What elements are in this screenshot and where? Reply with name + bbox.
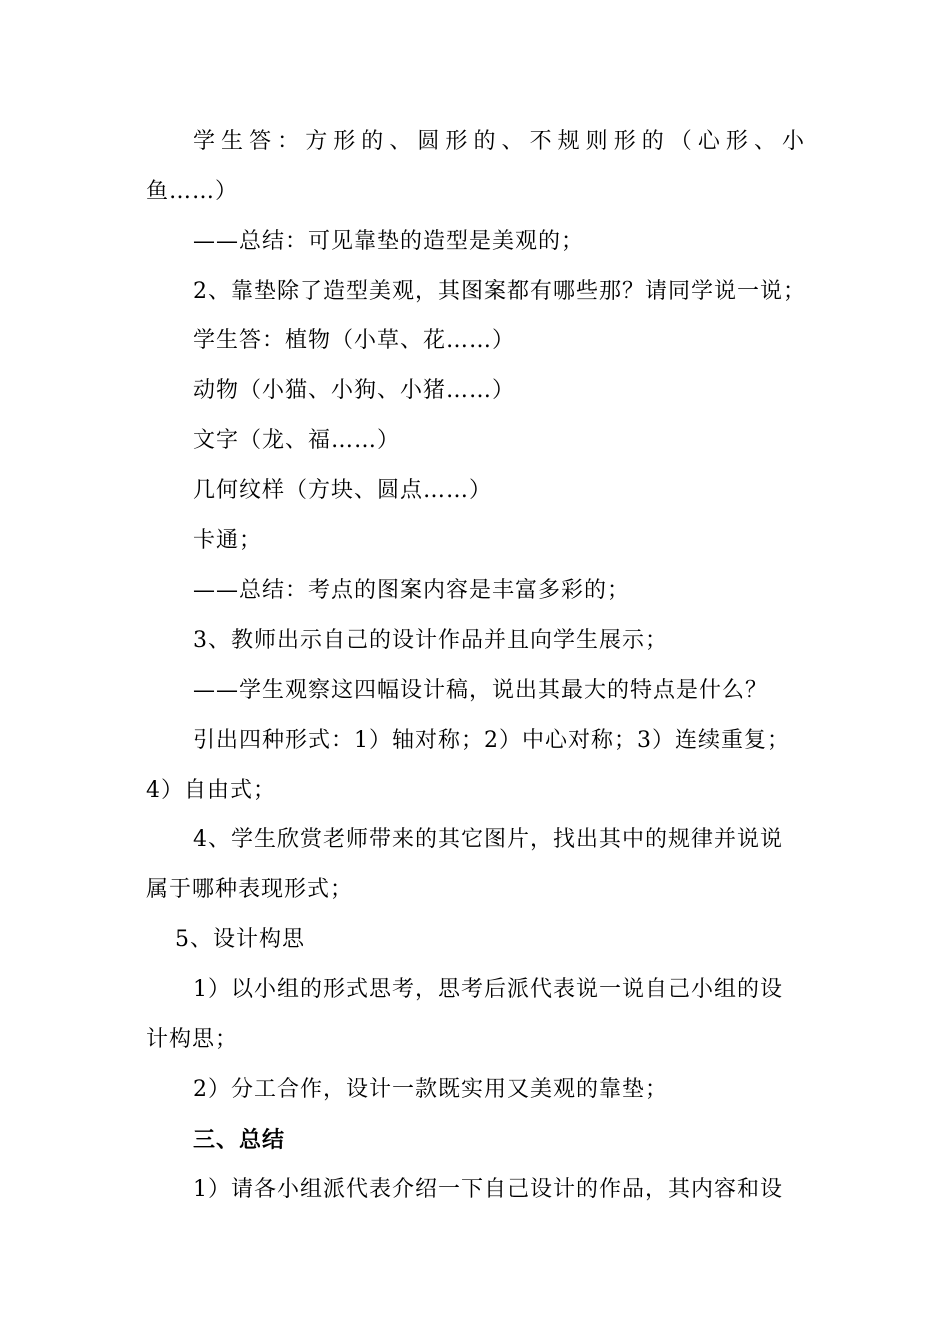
paragraph-line: 几何纹样（方块、圆点……） (193, 478, 493, 503)
step-heading: 3、教师出示自己的设计作品并且向学生展示； (193, 628, 668, 653)
summary-line: ——总结：可见靠垫的造型是美观的； (193, 229, 585, 254)
paragraph-line: 属于哪种表现形式； (146, 877, 354, 902)
paragraph-line: 1）以小组的形式思考，思考后派代表说一说自己小组的设 (193, 977, 783, 1002)
step-heading: 2、靠垫除了造型美观，其图案都有哪些那？请同学说一说； (193, 279, 806, 304)
paragraph-line: 引出四种形式：1）轴对称；2）中心对称；3）连续重复； (193, 728, 790, 753)
paragraph-line: 1）请各小组派代表介绍一下自己设计的作品，其内容和设 (193, 1177, 783, 1202)
paragraph-line: 鱼……） (146, 179, 239, 204)
paragraph-line: 2）分工合作，设计一款既实用又美观的靠垫； (193, 1077, 668, 1102)
paragraph-line: ——学生观察这四幅设计稿，说出其最大的特点是什么？ (193, 678, 769, 703)
paragraph-line: 4）自由式； (146, 778, 276, 803)
paragraph-line: 计构思； (146, 1027, 239, 1052)
summary-line: ——总结：考点的图案内容是丰富多彩的； (193, 578, 631, 603)
paragraph-line: 动物（小猫、小狗、小猪……） (193, 378, 516, 403)
section-heading: 三、总结 (193, 1127, 286, 1153)
paragraph-line: 学生答：植物（小草、花……） (193, 328, 516, 353)
paragraph-line: 卡通； (193, 528, 263, 553)
step-heading: 4、学生欣赏老师带来的其它图片，找出其中的规律并说说 (193, 827, 783, 852)
step-heading: 5、设计构思 (175, 927, 305, 952)
paragraph-line: 学生答：方形的、圆形的、不规则形的（心形、小 (193, 129, 805, 154)
paragraph-line: 文字（龙、福……） (193, 428, 401, 453)
